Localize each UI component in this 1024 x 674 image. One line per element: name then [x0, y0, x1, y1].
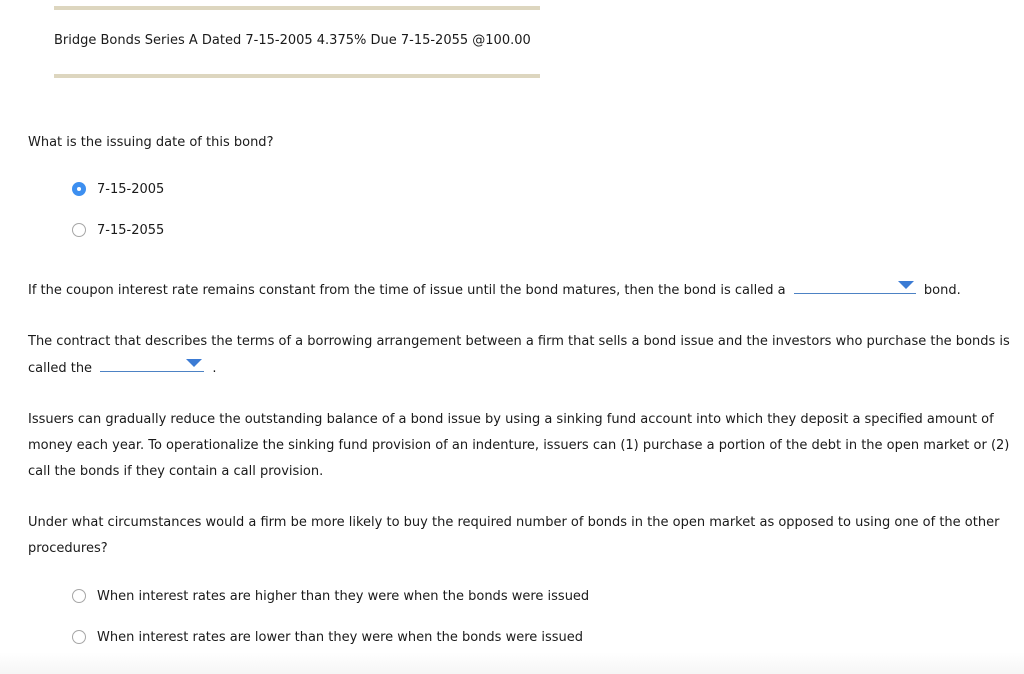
page-bottom-fade [0, 652, 1024, 674]
option-label: 7-15-2055 [97, 222, 165, 238]
radio-unselected-icon[interactable] [72, 630, 86, 644]
option-issue-date-2005[interactable] [72, 180, 164, 198]
question-text: If the coupon interest rate remains constant from the time of issue until the bond matures, then the bond is called a [28, 283, 786, 298]
question-issuing-date: What is the issuing date of this bond? [28, 135, 274, 150]
bottom-divider [54, 74, 540, 78]
option-issue-date-2055[interactable] [72, 221, 164, 239]
question-open-market [28, 510, 1018, 562]
info-line: call the bonds if they contain a call provision. [28, 464, 324, 479]
chevron-down-icon[interactable] [186, 359, 202, 367]
contract-dropdown[interactable] [100, 355, 204, 372]
sinking-fund-info [28, 407, 1018, 485]
info-line: money each year. To operationalize the sinking fund provision of an indenture, issuers can (1) purchase a portion of the debt in the open market or (2) [28, 438, 1010, 453]
question-text: called the [28, 361, 93, 376]
option-label: When interest rates are higher than they were when the bonds were issued [97, 588, 590, 604]
option-rates-lower[interactable] [72, 628, 583, 646]
question-contract [28, 329, 1018, 382]
option-label: 7-15-2005 [97, 181, 165, 197]
option-label: When interest rates are lower than they were when the bonds were issued [97, 629, 584, 645]
question-line [28, 355, 1018, 382]
option-rates-higher[interactable] [72, 587, 589, 605]
question-bond-type [28, 277, 961, 304]
bond-title: Bridge Bonds Series A Dated 7-15-2005 4.375% Due 7-15-2055 @100.00 [54, 33, 531, 48]
question-suffix: bond. [923, 283, 961, 298]
question-text: The contract that describes the terms of a borrowing arrangement between a firm that sells a bond issue and the investors who purchase the bonds is [28, 334, 1010, 349]
top-divider [54, 6, 540, 10]
question-text: procedures? [28, 541, 108, 556]
info-line: Issuers can gradually reduce the outstanding balance of a bond issue by using a sinking fund account into which they deposit a specified amount of [28, 412, 994, 427]
radio-unselected-icon[interactable] [72, 223, 86, 237]
bond-type-dropdown[interactable] [794, 277, 916, 294]
question-suffix: . [212, 361, 217, 376]
radio-unselected-icon[interactable] [72, 589, 86, 603]
chevron-down-icon[interactable] [898, 281, 914, 289]
question-text: Under what circumstances would a firm be more likely to buy the required number of bonds in the open market as opposed to using one of the other [28, 515, 1000, 530]
radio-selected-icon[interactable] [72, 182, 86, 196]
